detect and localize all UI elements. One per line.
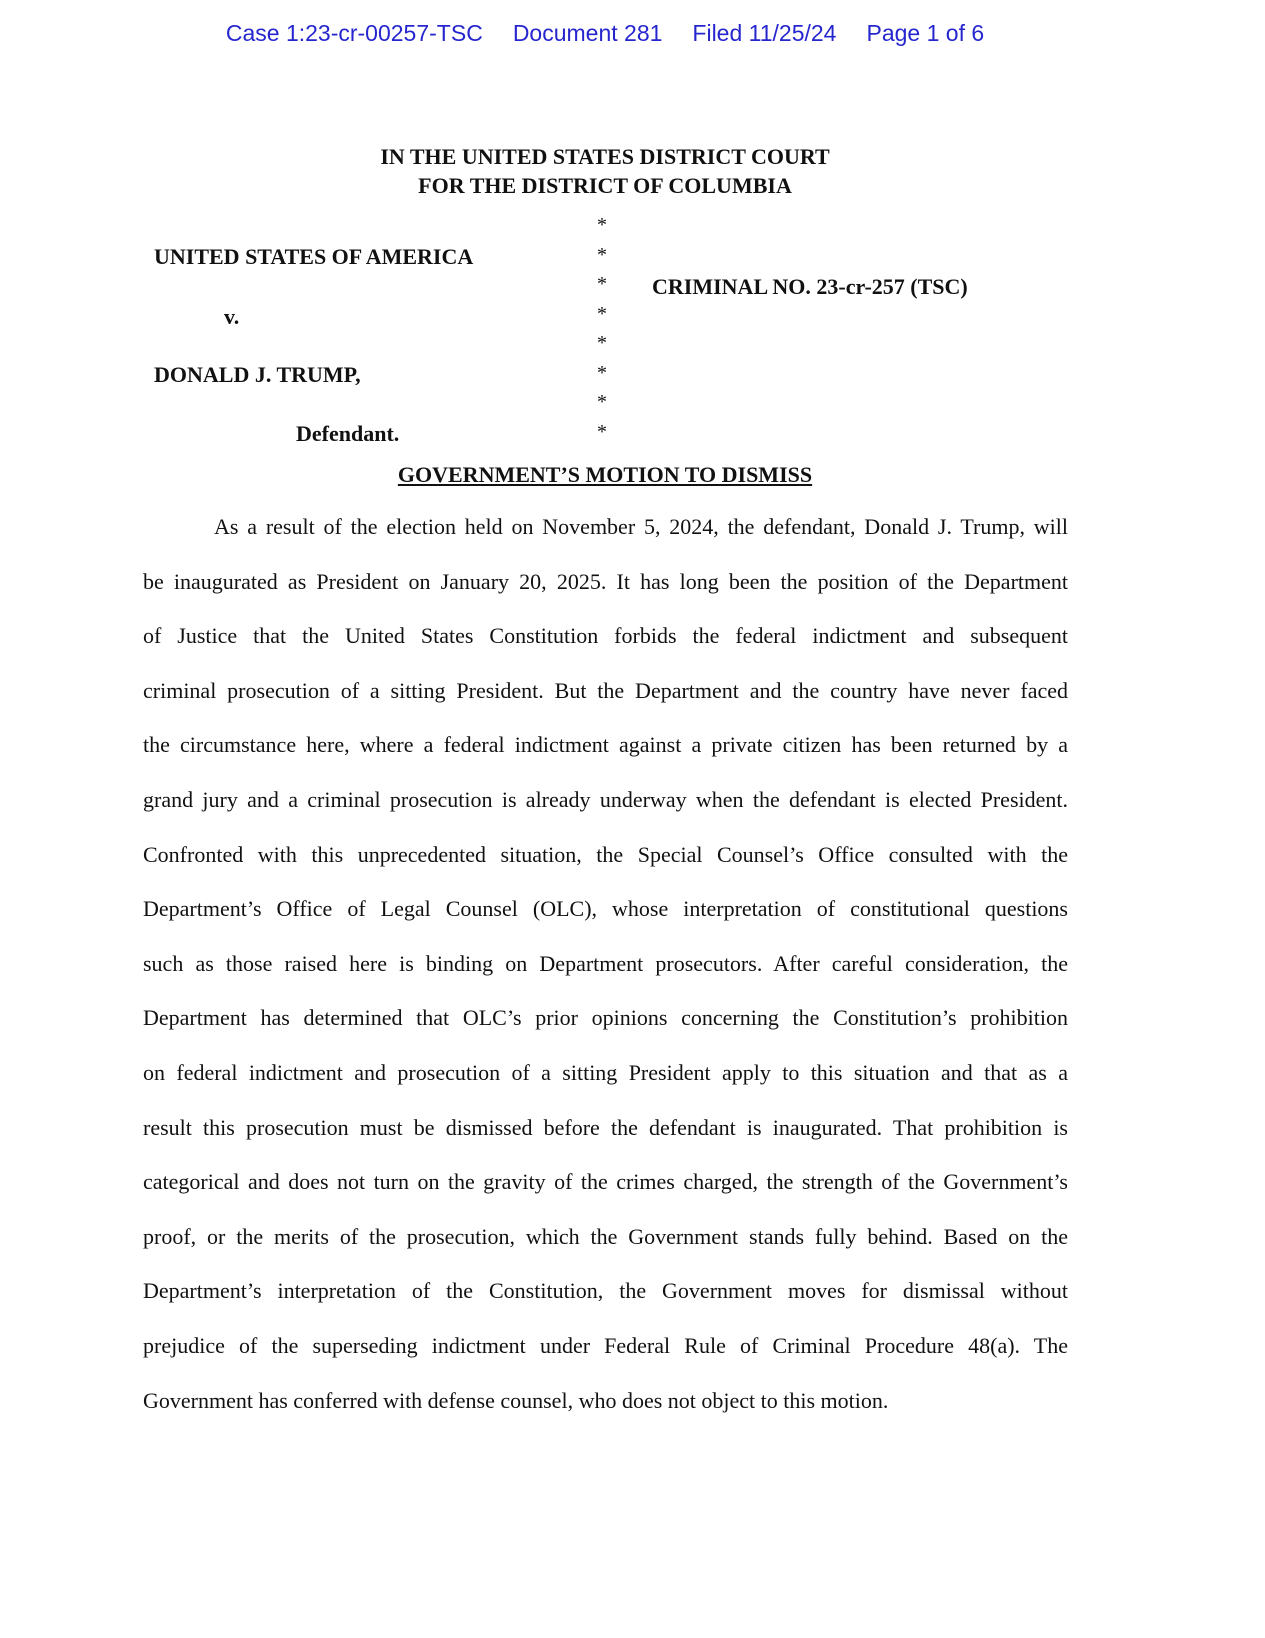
body-line: Department has determined that OLC’s prior opinions concerning the Constitution’s prohibition xyxy=(143,1005,1068,1031)
ecf-header xyxy=(0,20,1210,47)
body-line: proof, or the merits of the prosecution, which the Government stands fully behind. Based on the xyxy=(143,1223,1068,1249)
caption-star: * xyxy=(597,332,607,354)
motion-title: GOVERNMENT’S MOTION TO DISMISS xyxy=(397,462,813,487)
caption-star: * xyxy=(597,391,607,413)
body-line: Government has conferred with defense counsel, who does not object to this motion. xyxy=(143,1387,889,1413)
caption-star: * xyxy=(597,303,607,325)
body-line: such as those raised here is binding on Department prosecutors. After careful consideration, the xyxy=(143,950,1068,976)
body-line: As a result of the election held on November 5, 2024, the defendant, Donald J. Trump, will xyxy=(214,514,1068,539)
caption-defendant-name: DONALD J. TRUMP, xyxy=(154,362,361,387)
header-document: Document 281 xyxy=(512,20,663,46)
body-line: be inaugurated as President on January 20, 2025. It has long been the position of the Department xyxy=(143,568,1068,594)
header-page: Page 1 of 6 xyxy=(866,20,985,46)
body-line: result this prosecution must be dismissed before the defendant is inaugurated. That prohibition is xyxy=(143,1114,1068,1140)
body-line: Department’s Office of Legal Counsel (OLC), whose interpretation of constitutional questions xyxy=(143,896,1068,922)
body-line: categorical and does not turn on the gravity of the crimes charged, the strength of the Government’s xyxy=(143,1169,1068,1195)
header-filed: Filed 11/25/24 xyxy=(692,20,837,46)
body-line: the circumstance here, where a federal indictment against a private citizen has been returned by a xyxy=(143,732,1068,758)
body-line: grand jury and a criminal prosecution is already underway when the defendant is elected President. xyxy=(143,787,1068,812)
caption-plaintiff: UNITED STATES OF AMERICA xyxy=(154,244,474,269)
body-line: Department’s interpretation of the Constitution, the Government moves for dismissal without xyxy=(143,1278,1068,1304)
caption-defendant-label: Defendant. xyxy=(296,421,400,446)
court-name-line-1: IN THE UNITED STATES DISTRICT COURT xyxy=(380,144,830,169)
caption-star: * xyxy=(597,273,607,295)
case-number: CRIMINAL NO. 23-cr-257 (TSC) xyxy=(652,274,968,299)
body-line: on federal indictment and prosecution of a sitting President apply to this situation and that as a xyxy=(143,1060,1068,1085)
caption-star: * xyxy=(597,421,607,443)
body-line: Confronted with this unprecedented situation, the Special Counsel’s Office consulted with the xyxy=(143,841,1068,867)
court-name-line-2: FOR THE DISTRICT OF COLUMBIA xyxy=(418,173,792,198)
caption-versus: v. xyxy=(224,304,240,329)
caption-star: * xyxy=(597,214,607,236)
caption-star: * xyxy=(597,362,607,384)
caption-star: * xyxy=(597,244,607,266)
body-line: prejudice of the superseding indictment under Federal Rule of Criminal Procedure 48(a). The xyxy=(143,1333,1068,1358)
body-line: of Justice that the United States Constitution forbids the federal indictment and subsequent xyxy=(143,623,1068,649)
body-line: criminal prosecution of a sitting President. But the Department and the country have never faced xyxy=(143,677,1068,703)
header-case: Case 1:23-cr-00257-TSC xyxy=(225,20,483,46)
